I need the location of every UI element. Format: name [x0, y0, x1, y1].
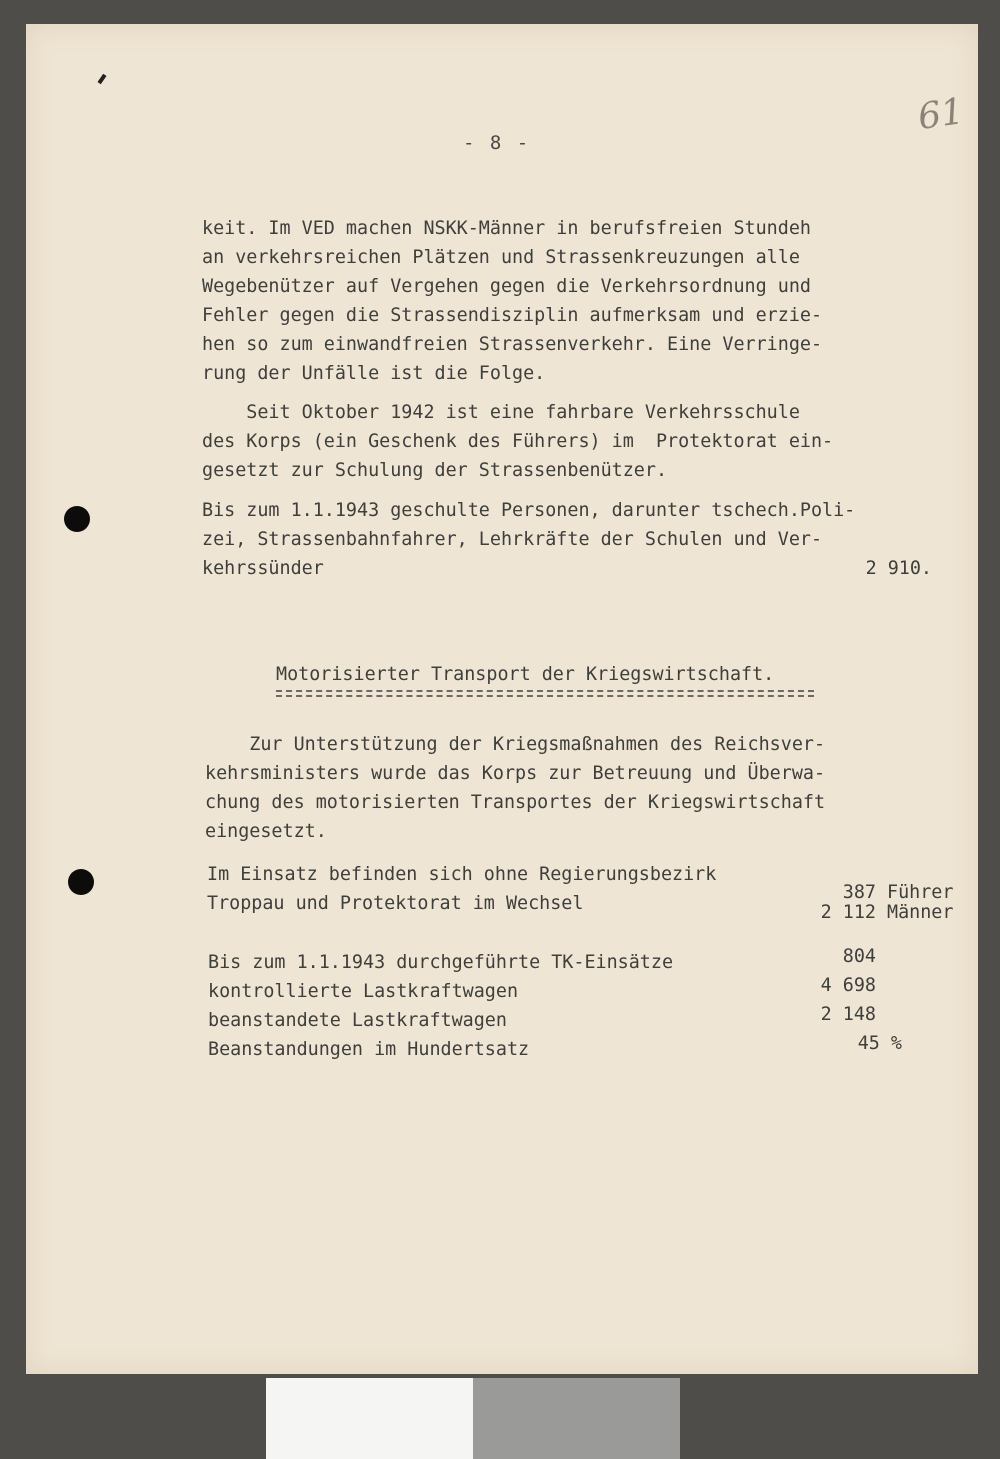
text-line: Troppau und Protektorat im Wechsel [207, 893, 584, 914]
text-line: eingesetzt. [205, 821, 327, 842]
text-line: kehrssünder [202, 558, 324, 579]
text-line: Wegebenützer auf Vergehen gegen die Verkehrsordnung und [202, 276, 811, 297]
stat-value: 804 [842, 946, 876, 967]
text-line: kehrsministers wurde das Korps zur Betreuung und Überwa- [205, 763, 826, 784]
stat-label: kontrollierte Lastkraftwagen [208, 981, 519, 1002]
text-line: zei, Strassenbahnfahrer, Lehrkräfte der Schulen und Ver- [202, 529, 823, 550]
text-line: Seit Oktober 1942 ist eine fahrbare Verkehrsschule [202, 402, 800, 423]
leaders-count: 387 [842, 882, 876, 903]
stat-label: Beanstandungen im Hundertsatz [208, 1039, 530, 1060]
page-number: - 8 - [463, 132, 531, 154]
text-line: keit. Im VED machen NSKK-Männer in berufsfreien Stundeh [202, 218, 811, 239]
ink-mark [97, 74, 106, 84]
men-unit: Männer [887, 902, 954, 923]
stat-value: 45 % [857, 1033, 902, 1054]
text-line: an verkehrsreichen Plätzen und Strassenkreuzungen alle [202, 247, 800, 268]
heading-double-underline [276, 689, 814, 698]
stat-label: Bis zum 1.1.1943 durchgeführte TK-Einsätze [208, 952, 674, 973]
text-line: Bis zum 1.1.1943 geschulte Personen, darunter tschech.Poli- [202, 500, 856, 521]
punch-hole-upper [64, 506, 90, 532]
men-count: 2 112 [820, 902, 876, 923]
text-line: chung des motorisierten Transportes der Kriegswirtschaft [205, 792, 826, 813]
text-line: gesetzt zur Schulung der Strassenbenützer. [202, 460, 668, 481]
text-line: Im Einsatz befinden sich ohne Regierungsbezirk [207, 864, 717, 885]
leaders-unit: Führer [887, 882, 954, 903]
text-line: des Korps (ein Geschenk des Führers) im Protektorat ein- [202, 431, 834, 452]
stat-value: 4 698 [820, 975, 876, 996]
text-line: Fehler gegen die Strassendisziplin aufmerksam und erzie- [202, 305, 823, 326]
stat-label: beanstandete Lastkraftwagen [208, 1010, 507, 1031]
calibration-swatch-white [266, 1378, 473, 1459]
text-line: hen so zum einwandfreien Strassenverkehr. Eine Verringe- [202, 334, 823, 355]
text-line: rung der Unfälle ist die Folge. [202, 363, 546, 384]
folio-number: 61 [915, 91, 967, 138]
section-heading: Motorisierter Transport der Kriegswirtschaft. [276, 664, 775, 685]
text-line: Zur Unterstützung der Kriegsmaßnahmen des Reichsver- [205, 734, 826, 755]
trained-count: 2 910. [865, 558, 932, 579]
stat-value: 2 148 [820, 1004, 876, 1025]
punch-hole-lower [68, 869, 94, 895]
calibration-swatch-gray [473, 1378, 680, 1459]
